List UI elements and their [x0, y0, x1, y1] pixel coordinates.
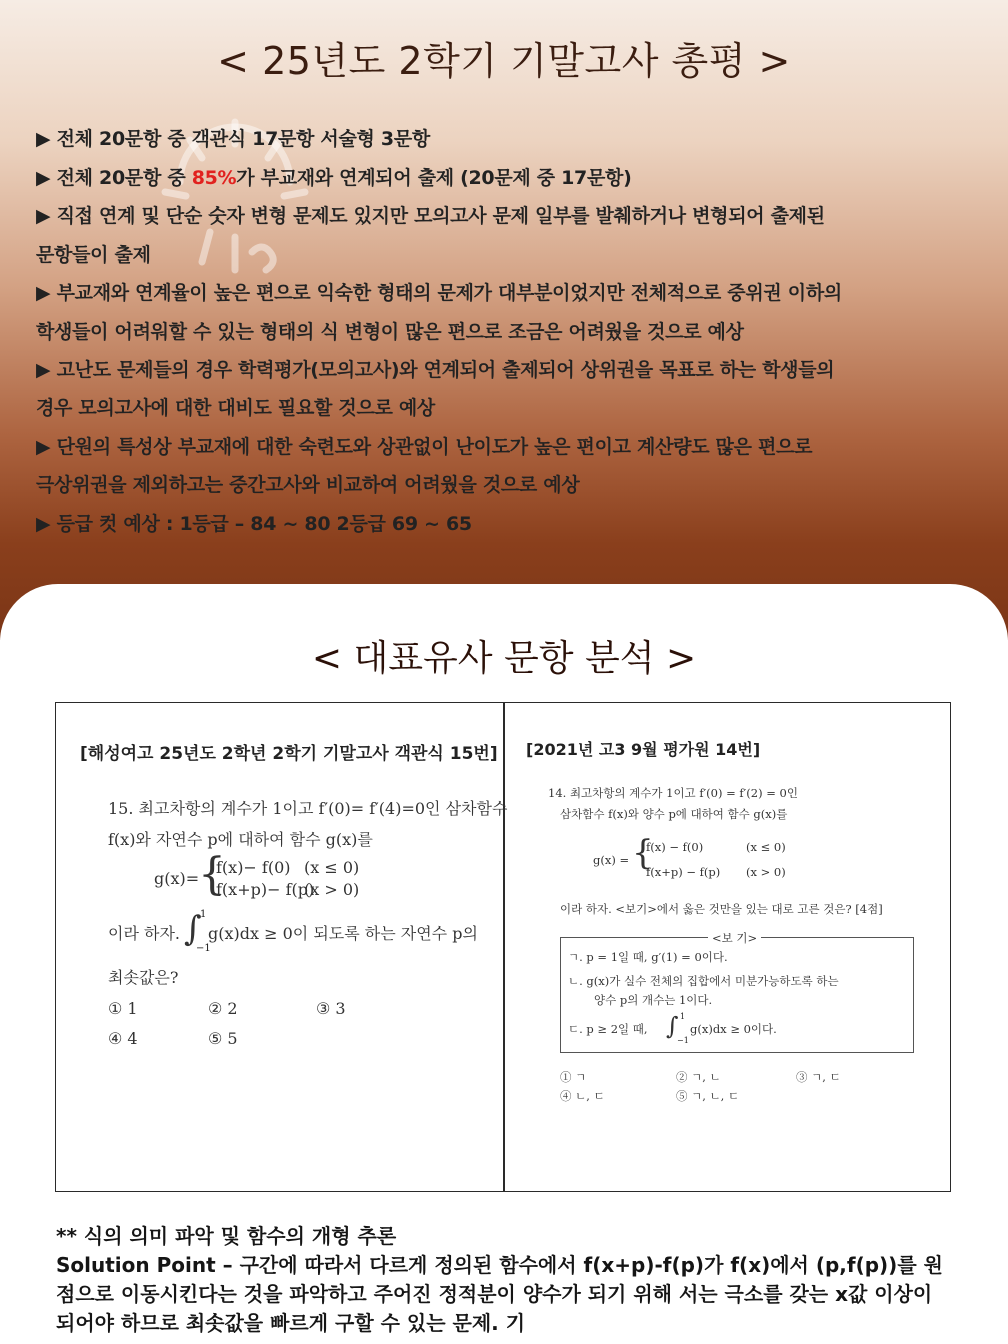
- right-problem-line: 14. 최고차항의 계수가 1이고 f′(0) = f′(2) = 0인: [548, 786, 798, 800]
- review-bullet: ▶ 고난도 문제들의 경우 학력평가(모의고사)와 연계되어 출제되어 상위권을 목표로 하는 학생들의: [36, 359, 835, 381]
- example-box-title: <보 기>: [708, 930, 761, 946]
- review-bullet: ▶ 등급 컷 예상 : 1등급 – 84 ~ 80 2등급 69 ~ 65: [36, 513, 472, 535]
- left-choice: ② 2: [208, 999, 238, 1018]
- right-choice: ③ ㄱ, ㄷ: [796, 1070, 841, 1084]
- table-divider: [503, 703, 505, 1191]
- left-problem-header: [해성여고 25년도 2학년 2학기 기말고사 객관식 15번]: [80, 744, 498, 764]
- example-item: ㄱ. p = 1일 때, g′(1) = 0이다.: [568, 950, 728, 964]
- solution-section: [56, 1222, 956, 1338]
- review-bullet: ▶ 부교재와 연계율이 높은 편으로 익숙한 형태의 문제가 대부분이었지만 전체적으로 중위권 이하의: [36, 282, 842, 304]
- right-case-2: f(x+p) − f(p): [646, 865, 721, 879]
- solution-body: Solution Point – 구간에 따라서 다르게 정의된 함수에서 f(x+p)-f(p)가 f(x)에서 (p,f(p))를 원점으로 이동시킨다는 것을 파악하고 주어진 정적분이 양수가 되기 위해 서는 극소를 갖는 x값 이상이 되어야 하므로 최솟값을 빠르게 구할 수 있는 문제. 기: [56, 1253, 943, 1335]
- right-choice: ② ㄱ, ㄴ: [676, 1070, 721, 1084]
- right-problem-header: [2021년 고3 9월 평가원 14번]: [526, 740, 761, 759]
- left-case-1: f(x)− f(0): [216, 858, 291, 877]
- right-cond-2: (x > 0): [746, 865, 786, 879]
- example-item: ㄴ. g(x)가 실수 전체의 집합에서 미분가능하도록 하는: [568, 974, 839, 988]
- right-brace-icon: {: [632, 833, 654, 873]
- analysis-title: < 대표유사 문항 분석 >: [311, 638, 697, 679]
- review-bullet: 학생들이 어려워할 수 있는 형태의 식 변형이 많은 편으로 조금은 어려웠을 것으로 예상: [36, 321, 744, 343]
- left-choice: ④ 4: [108, 1029, 138, 1048]
- left-g-label: g(x)=: [154, 869, 200, 888]
- review-bullet: ▶ 직접 연계 및 단순 숫자 변형 문제도 있지만 모의고사 문제 일부를 발췌하거나 변형되어 출제된: [36, 205, 825, 227]
- left-choice: ⑤ 5: [208, 1029, 238, 1048]
- review-bullet: 문항들이 출제: [36, 244, 151, 266]
- left-problem-line: 15. 최고차항의 계수가 1이고 f′(0)= f′(4)=0인 삼차함수: [108, 799, 508, 818]
- review-bullet: 극상위권을 제외하고는 중간고사와 비교하여 어려웠을 것으로 예상: [36, 474, 580, 496]
- left-choice: ③ 3: [316, 999, 346, 1018]
- review-bullet: 경우 모의고사에 대한 대비도 필요할 것으로 예상: [36, 397, 435, 419]
- right-integral-icon: ∫: [666, 1012, 679, 1040]
- review-bullet: ▶ 전체 20문항 중 객관식 17문항 서술형 3문항: [36, 128, 430, 150]
- example-item: 양수 p의 개수는 1이다.: [594, 993, 713, 1007]
- right-choice: ① ㄱ: [560, 1070, 587, 1084]
- right-cond-1: (x ≤ 0): [746, 840, 786, 854]
- example-item: ㄷ. p ≥ 2일 때,: [568, 1022, 648, 1036]
- right-int-upper: 1: [680, 1012, 686, 1021]
- right-int-lower: −1: [677, 1036, 689, 1045]
- left-int-upper: 1: [200, 909, 207, 920]
- left-cond-2: (x > 0): [304, 880, 360, 899]
- left-integral-icon: ∫: [184, 909, 202, 949]
- review-bullet: ▶ 단원의 특성상 부교재에 대한 숙련도와 상관없이 난이도가 높은 편이고 계산량도 많은 편으로: [36, 436, 813, 458]
- review-title: < 25년도 2학기 기말고사 총평 >: [217, 39, 791, 83]
- left-choice: ① 1: [108, 999, 138, 1018]
- left-problem-line: 이라 하자.: [108, 924, 180, 943]
- right-case-1: f(x) − f(0): [646, 840, 704, 854]
- right-problem-line: 삼차함수 f(x)와 양수 p에 대하여 함수 g(x)를: [560, 807, 788, 821]
- right-choice: ⑤ ㄱ, ㄴ, ㄷ: [676, 1089, 740, 1103]
- left-brace-icon: {: [198, 849, 226, 900]
- summary-section: [0, 0, 1008, 640]
- left-case-2: f(x+p)− f(p): [216, 880, 315, 899]
- left-problem-line: f(x)와 자연수 p에 대하여 함수 g(x)를: [108, 830, 373, 849]
- right-g-label: g(x) =: [593, 853, 630, 867]
- example-item: g(x)dx ≥ 0이다.: [690, 1022, 777, 1036]
- left-cond-1: (x ≤ 0): [304, 858, 360, 877]
- left-problem-line: 최솟값은?: [108, 968, 179, 987]
- highlight-percent: 85%: [191, 167, 237, 189]
- left-int-lower: −1: [196, 943, 211, 954]
- left-problem-line: g(x)dx ≥ 0이 되도록 하는 자연수 p의: [208, 924, 478, 943]
- review-bullet: ▶ 전체 20문항 중 85%가 부교재와 연계되어 출제 (20문제 중 17문항): [36, 167, 632, 189]
- right-choice: ④ ㄴ, ㄷ: [560, 1089, 605, 1103]
- right-problem-line: 이라 하자. <보기>에서 옳은 것만을 있는 대로 고른 것은? [4점]: [560, 902, 883, 916]
- solution-heading: ** 식의 의미 파악 및 함수의 개형 추론: [56, 1224, 397, 1248]
- problem-comparison-table: [55, 702, 951, 1192]
